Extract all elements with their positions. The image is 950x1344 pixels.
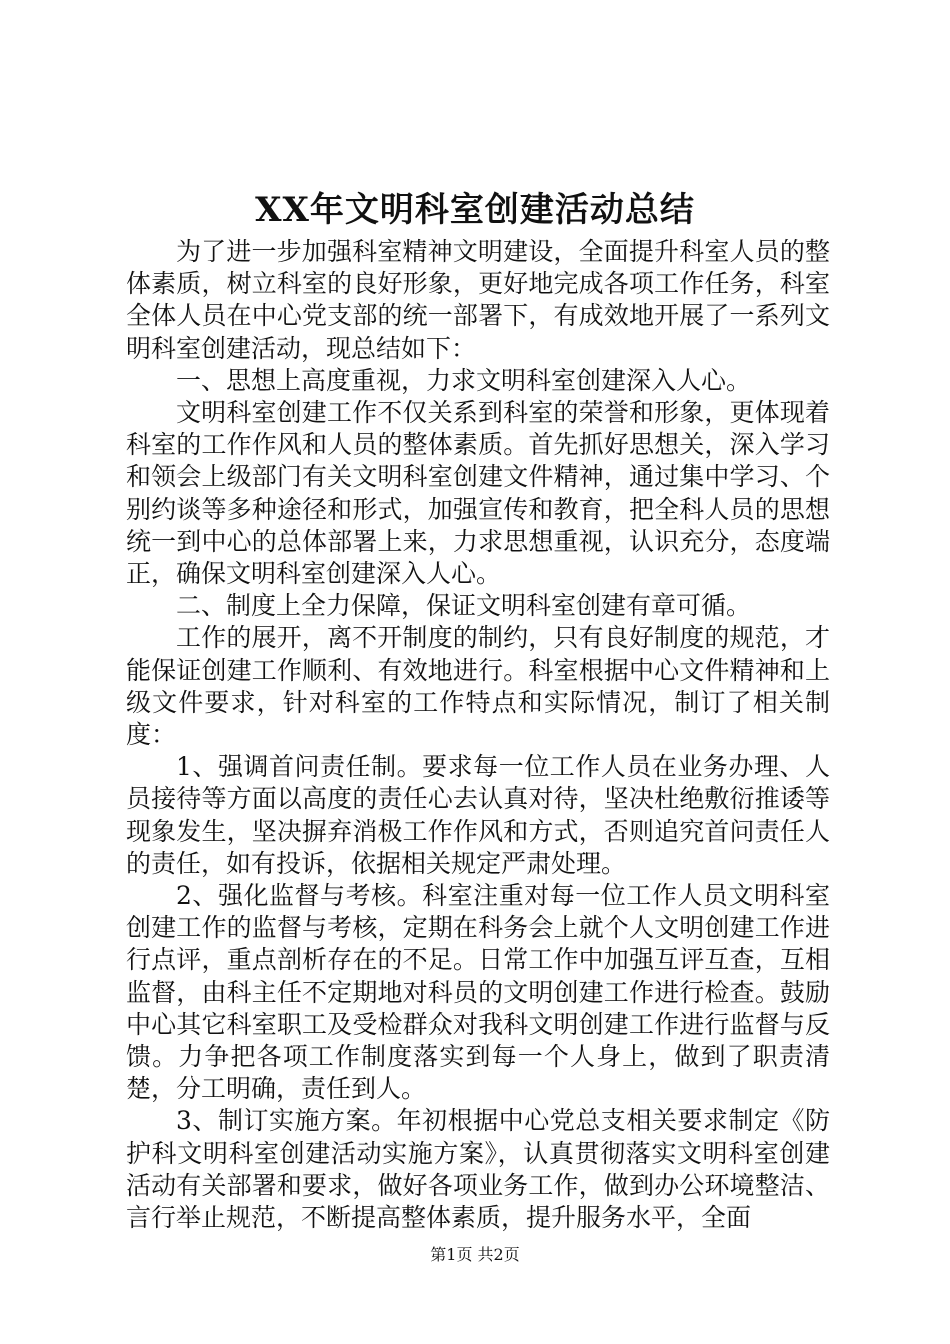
document-body (126, 236, 830, 1234)
paragraph-section-2: 工作的展开，离不开制度的制约，只有良好制度的规范，才能保证创建工作顺利、有效地进行。科室根据中心文件精神和上级文件要求，针对科室的工作特点和实际情况，制订了相关制度： (126, 623, 830, 750)
list-item-3: 3、制订实施方案。年初根据中心党总支相关要求制定《防护科文明科室创建活动实施方案》，认真贯彻落实文明科室创建活动有关部署和要求，做好各项业务工作，做到办公环境整洁、言行举止规范，不断提高整体素质，提升服务水平，全面 (126, 1106, 830, 1233)
section-heading-1: 一、思想上高度重视，力求文明科室创建深入人心。 (176, 365, 752, 395)
list-item-2: 2、强化监督与考核。科室注重对每一位工作人员文明科室创建工作的监督与考核，定期在科务会上就个人文明创建工作进行点评，重点剖析存在的不足。日常工作中加强互评互查，互相监督，由科主任不定期地对科员的文明创建工作进行检查。鼓励中心其它科室职工及受检群众对我科文明创建工作进行监督与反馈。力争把各项工作制度落实到每一个人身上，做到了职责清楚，分工明确，责任到人。 (126, 881, 830, 1104)
document-title: XX年文明科室创建活动总结 (255, 190, 695, 230)
list-item-1: 1、强调首问责任制。要求每一位工作人员在业务办理、人员接待等方面以高度的责任心去认真对待，坚决杜绝敷衍推诿等现象发生，坚决摒弃消极工作作风和方式，否则追究首问责任人的责任，如有投诉，依据相关规定严肃处理。 (126, 752, 830, 878)
paragraph-intro: 为了进一步加强科室精神文明建设，全面提升科室人员的整体素质，树立科室的良好形象，更好地完成各项工作任务，科室全体人员在中心党支部的统一部署下，有成效地开展了一系列文明科室创建活动，现总结如下： (126, 237, 830, 363)
section-heading-2: 二、制度上全力保障，保证文明科室创建有章可循。 (176, 591, 752, 621)
page-number-footer: 第1页 共2页 (430, 1245, 520, 1264)
paragraph-section-1: 文明科室创建工作不仅关系到科室的荣誉和形象，更体现着科室的工作作风和人员的整体素质。首先抓好思想关，深入学习和领会上级部门有关文明科室创建文件精神，通过集中学习、个别约谈等多种途径和形式，加强宣传和教育，把全科人员的思想统一到中心的总体部署上来，力求思想重视，认识充分，态度端正，确保文明科室创建深入人心。 (126, 398, 830, 589)
